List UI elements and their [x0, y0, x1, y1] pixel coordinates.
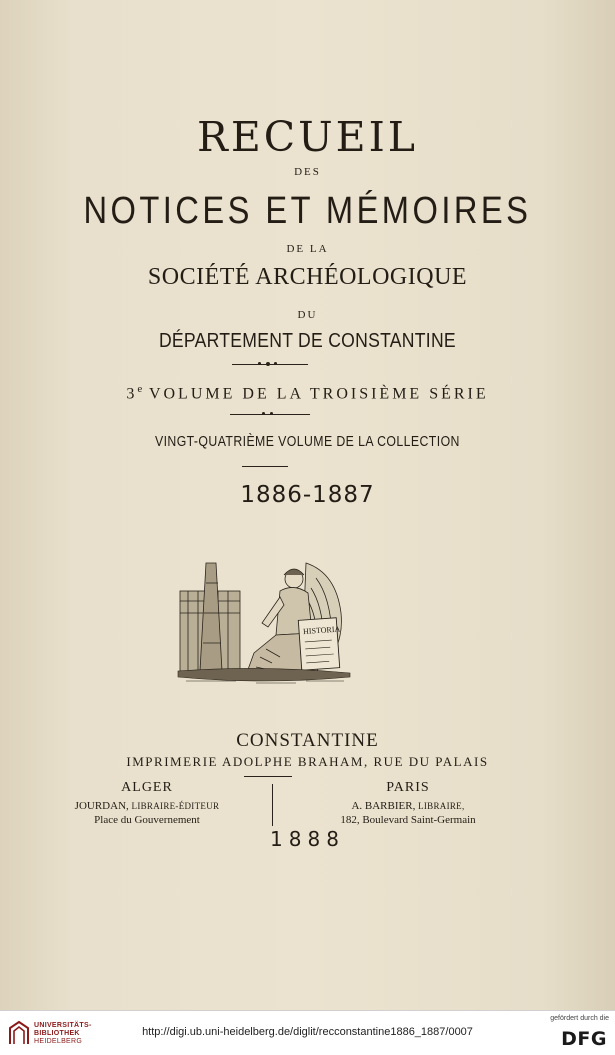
- paris-publisher-role: LIBRAIRE,: [418, 801, 465, 811]
- title-departement: DÉPARTEMENT DE CONSTANTINE: [158, 330, 456, 352]
- historia-vignette: [176, 553, 352, 693]
- imprint-right: [310, 780, 506, 826]
- title-recueil: RECUEIL: [196, 113, 419, 161]
- imprint-city: CONSTANTINE: [236, 730, 379, 751]
- vignette-inscription: HISTORIA: [302, 624, 341, 637]
- page-url-link[interactable]: http://digi.ub.uni-heidelberg.de/diglit/recconstantine1886_1887/0007: [142, 1026, 473, 1038]
- alger-publisher: [52, 800, 242, 812]
- volume-number: 3: [126, 385, 138, 403]
- imprint-left: [52, 780, 242, 826]
- alger-city: ALGER: [121, 780, 173, 795]
- volume-series: [0, 383, 615, 403]
- viewer-footer: [0, 1010, 615, 1055]
- divider-rule: [244, 776, 292, 777]
- paris-address: 182, Boulevard Saint-Germain: [340, 814, 476, 826]
- dfg-logo[interactable]: DFG: [561, 1028, 607, 1050]
- paris-publisher: [310, 800, 506, 812]
- library-name-line1: UNIVERSITÄTS-: [34, 1022, 92, 1029]
- title-des: DES: [294, 166, 321, 178]
- imprint-press: IMPRIMERIE ADOLPHE BRAHAM, RUE DU PALAIS: [126, 754, 489, 769]
- volume-collection: VINGT-QUATRIÈME VOLUME DE LA COLLECTION: [154, 433, 460, 450]
- title-du: DU: [297, 309, 318, 321]
- alger-address: Place du Gouvernement: [94, 814, 200, 826]
- paris-publisher-name: A. BARBIER,: [351, 800, 419, 812]
- title-notices: NOTICES ET MÉMOIRES: [83, 190, 532, 232]
- volume-text: VOLUME DE LA TROISIÈME SÉRIE: [142, 385, 489, 403]
- alger-publisher-name: JOURDAN,: [74, 800, 132, 812]
- title-societe: SOCIÉTÉ ARCHÉOLOGIQUE: [147, 264, 468, 290]
- divider-rule: [242, 466, 288, 467]
- paris-city: PARIS: [386, 780, 430, 795]
- imprint-year: 1888: [270, 827, 345, 851]
- library-name-line3: HEIDELBERG: [34, 1038, 83, 1045]
- library-name-line2: BIBLIOTHEK: [34, 1030, 80, 1037]
- volume-years: 1886-1887: [240, 482, 375, 508]
- dfg-note: gefördert durch die: [550, 1015, 609, 1022]
- column-divider: [272, 784, 273, 826]
- title-de-la: DE LA: [286, 243, 329, 255]
- alger-publisher-role: LIBRAIRE-ÉDITEUR: [131, 801, 220, 811]
- volume-superscript: e: [137, 383, 143, 395]
